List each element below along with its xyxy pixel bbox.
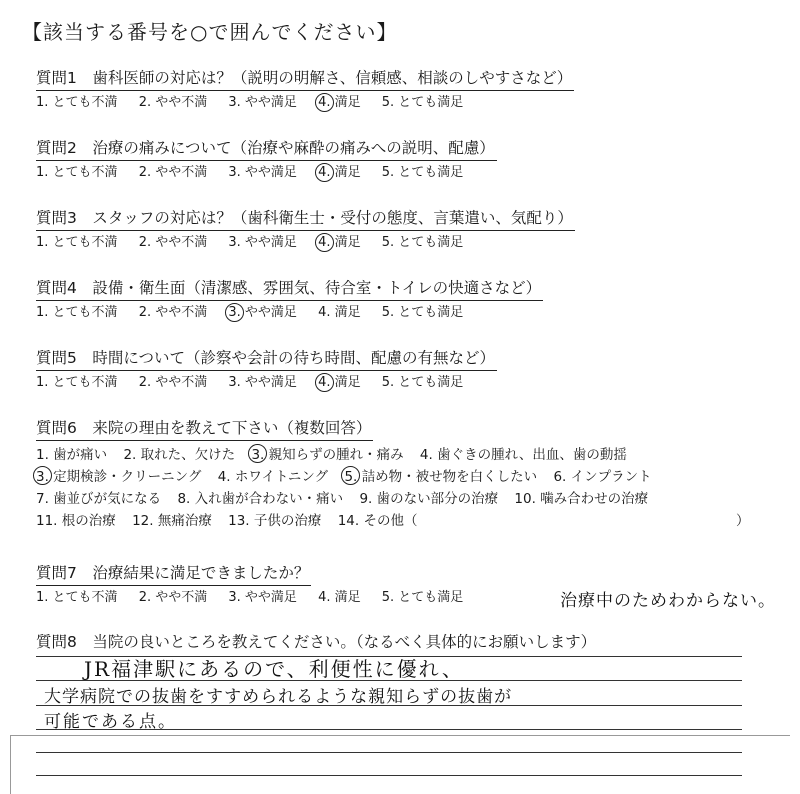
question-1: [36, 68, 574, 112]
q4-option-5[interactable]: 5. とても満足: [381, 305, 464, 320]
q8-handwriting-line-1[interactable]: JR福津駅にあるので、利便性に優れ、: [84, 657, 464, 681]
q3-option-2[interactable]: 2. やや不満: [138, 235, 208, 250]
q6-row-4: [36, 511, 750, 533]
q5-option-4[interactable]: 4. 満足: [318, 374, 361, 392]
q6-option-2[interactable]: 2. 取れた、欠けた: [123, 447, 236, 463]
q6-option-10[interactable]: 10. 噛み合わせの治療: [514, 491, 649, 507]
q7-option-3[interactable]: 3. やや満足: [228, 590, 297, 605]
question-2: [36, 138, 497, 182]
instruction-header: 【該当する番号を○で囲んでください】: [22, 20, 398, 44]
q6-option-7[interactable]: 7. 歯並びが気になる: [36, 491, 162, 507]
selected-circle-mark: [315, 373, 334, 392]
q7-option-2[interactable]: 2. やや不満: [138, 590, 208, 605]
q6-option-1[interactable]: 1. 歯が痛い: [36, 447, 108, 463]
q3-option-4[interactable]: 4. 満足: [318, 234, 361, 252]
q1-option-4[interactable]: 4. 満足: [318, 94, 361, 112]
q6-option-3b[interactable]: 3. 定期検診・クリーニング: [36, 467, 201, 487]
question-3: [36, 208, 575, 252]
question-6-options: [36, 445, 750, 533]
q5-option-2[interactable]: 2. やや不満: [138, 375, 208, 390]
selected-circle-mark: [315, 163, 334, 182]
question-2-title: 質問2 治療の痛みについて（治療や麻酔の痛みへの説明、配慮）: [36, 138, 497, 161]
question-3-title: 質問3 スタッフの対応は？（歯科衛生士・受付の態度、言葉遣い、気配り）: [36, 208, 575, 231]
q3-option-3[interactable]: 3. やや満足: [228, 235, 297, 250]
q5-option-3[interactable]: 3. やや満足: [228, 375, 297, 390]
question-2-options: [36, 164, 497, 182]
question-1-options: [36, 94, 574, 112]
q6-option-4b[interactable]: 4. ホワイトニング: [217, 469, 329, 485]
q2-option-1[interactable]: 1. とても不満: [36, 165, 118, 180]
q6-option-4[interactable]: 4. 歯ぐきの腫れ、出血、歯の動揺: [419, 447, 627, 463]
answer-line-6: [36, 775, 742, 776]
q7-option-1[interactable]: 1. とても不満: [36, 590, 118, 605]
q2-option-4[interactable]: 4. 満足: [318, 164, 361, 182]
question-3-options: [36, 234, 575, 252]
q7-handwritten-note: 治療中のためわからない。: [560, 591, 776, 611]
q1-option-1[interactable]: 1. とても不満: [36, 95, 118, 110]
page-frame-top: [10, 735, 790, 736]
question-5: [36, 348, 497, 392]
q6-option-11[interactable]: 11. 根の治療: [36, 513, 116, 529]
q3-option-5[interactable]: 5. とても満足: [381, 235, 464, 250]
q1-option-3[interactable]: 3. やや満足: [228, 95, 297, 110]
question-7: [36, 563, 480, 607]
q4-option-4[interactable]: 4. 満足: [318, 305, 361, 320]
q6-option-3[interactable]: 3. 親知らずの腫れ・痛み: [251, 445, 403, 465]
page-frame-left: [10, 735, 11, 794]
q4-option-3[interactable]: 3. やや満足: [228, 304, 297, 322]
question-4-options: [36, 304, 543, 322]
q6-option-12[interactable]: 12. 無痛治療: [132, 513, 212, 529]
q2-option-2[interactable]: 2. やや不満: [138, 165, 208, 180]
question-6-title: 質問6 来院の理由を教えて下さい（複数回答）: [36, 418, 373, 441]
q5-option-5[interactable]: 5. とても満足: [381, 375, 464, 390]
q6-other-close-paren: ）: [736, 513, 750, 529]
q8-handwriting-line-2[interactable]: 大学病院での抜歯をすすめられるような親知らずの抜歯が: [44, 687, 513, 707]
question-6: [36, 418, 750, 533]
question-7-title: 質問7 治療結果に満足できましたか？: [36, 563, 311, 586]
question-7-options: [36, 589, 480, 607]
question-1-title: 質問1 歯科医師の対応は？（説明の明解さ、信頼感、相談のしやすさなど）: [36, 68, 574, 91]
selected-circle-mark: [315, 233, 334, 252]
q2-option-5[interactable]: 5. とても満足: [381, 165, 464, 180]
question-8-title: 質問8 当院の良いところを教えてください。（なるべく具体的にお願いします）: [36, 633, 597, 651]
question-4: [36, 278, 543, 322]
q4-option-2[interactable]: 2. やや不満: [138, 305, 208, 320]
q4-option-1[interactable]: 1. とても不満: [36, 305, 118, 320]
q6-row-1: [36, 445, 664, 467]
q6-option-6[interactable]: 6. インプラント: [553, 469, 652, 485]
q6-option-9[interactable]: 9. 歯のない部分の治療: [359, 491, 499, 507]
q5-option-1[interactable]: 1. とても不満: [36, 375, 118, 390]
question-8: [36, 632, 596, 652]
q1-option-2[interactable]: 2. やや不満: [138, 95, 208, 110]
q6-option-5[interactable]: 5. 詰め物・被せ物を白くしたい: [344, 467, 537, 487]
question-4-title: 質問4 設備・衛生面（清潔感、雰囲気、待合室・トイレの快適さなど）: [36, 278, 543, 301]
q6-option-14[interactable]: 14. その他（: [337, 513, 418, 529]
q6-row-3: [36, 489, 664, 511]
q2-option-3[interactable]: 3. やや満足: [228, 165, 297, 180]
q7-option-5[interactable]: 5. とても満足: [381, 590, 464, 605]
question-5-options: [36, 374, 497, 392]
selected-circle-mark: [315, 93, 334, 112]
q6-row-2: [36, 467, 664, 489]
q7-option-4[interactable]: 4. 満足: [318, 590, 361, 605]
question-5-title: 質問5 時間について（診察や会計の待ち時間、配慮の有無など）: [36, 348, 497, 371]
selected-circle-mark: [33, 466, 52, 485]
q3-option-1[interactable]: 1. とても不満: [36, 235, 118, 250]
q1-option-5[interactable]: 5. とても満足: [381, 95, 464, 110]
q6-option-8[interactable]: 8. 入れ歯が合わない・痛い: [177, 491, 344, 507]
answer-line-5: [36, 752, 742, 753]
q8-handwriting-line-3[interactable]: 可能である点。: [44, 712, 177, 732]
q6-option-13[interactable]: 13. 子供の治療: [228, 513, 322, 529]
